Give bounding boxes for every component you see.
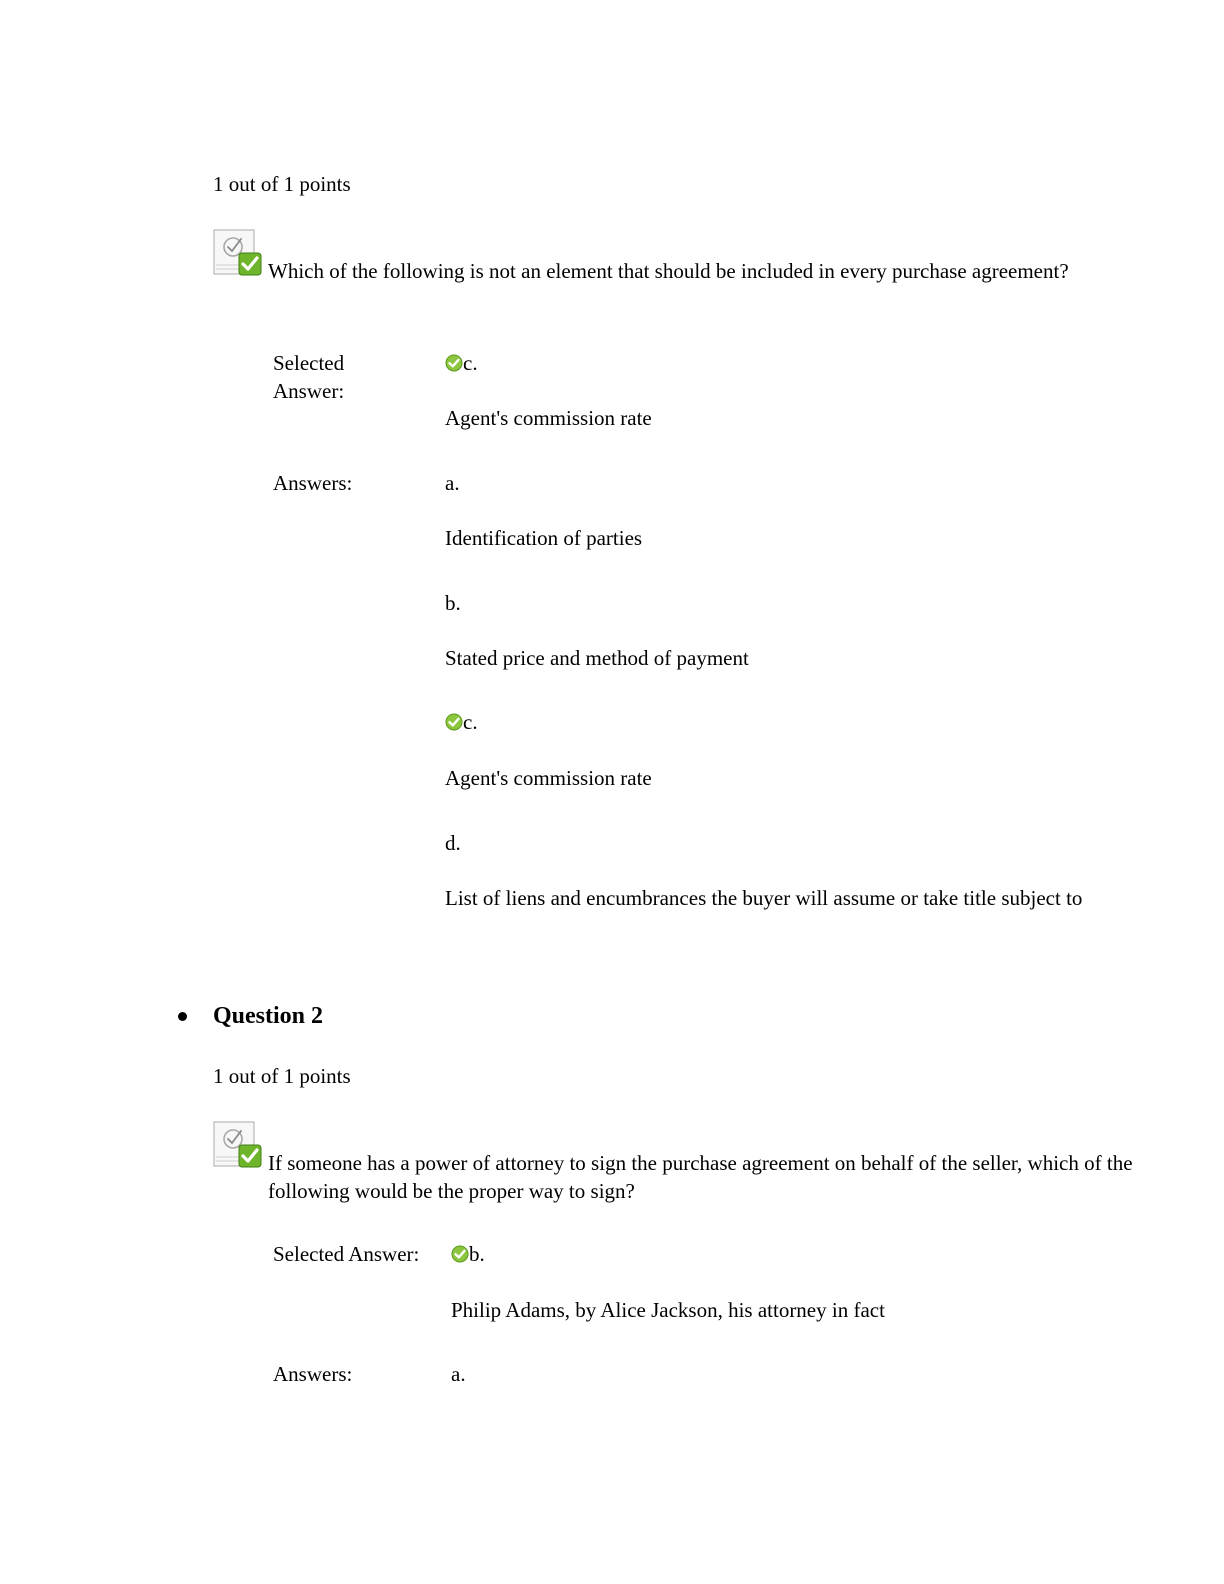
q1-answers-label: Answers:	[273, 471, 353, 495]
q1-answer-b-letter: b.	[445, 591, 461, 615]
check-circle-icon	[445, 354, 463, 372]
q1-answer-b-text: Stated price and method of payment	[445, 646, 749, 670]
q2-answer-a-letter: a.	[451, 1362, 466, 1386]
selected-label-line1: Selected	[273, 351, 345, 375]
q2-answers-label: Answers:	[273, 1362, 353, 1386]
q1-answer-c	[445, 708, 478, 736]
list-bullet	[178, 1012, 187, 1021]
q1-answer-d-letter: d.	[445, 831, 461, 855]
q2-selected-answer	[451, 1240, 485, 1268]
q2-selected-label: Selected Answer:	[273, 1242, 420, 1266]
q1-points: 1 out of 1 points	[213, 172, 351, 196]
q2-title: Question 2	[213, 1003, 324, 1029]
q1-answer-c-text: Agent's commission rate	[445, 766, 652, 790]
q1-answer-a-letter: a.	[445, 471, 460, 495]
q1-answer-c-letter: c.	[463, 710, 478, 734]
q1-prompt: Which of the following is not an element that should be included in every purchase agreement?	[268, 259, 1069, 283]
check-circle-icon	[445, 713, 463, 731]
q2-selected-text: Philip Adams, by Alice Jackson, his attorney in fact	[451, 1298, 885, 1322]
q1-answer-d-text: List of liens and encumbrances the buyer will assume or take title subject to	[445, 886, 1083, 910]
check-circle-icon	[451, 1245, 469, 1263]
q1-selected-text: Agent's commission rate	[445, 406, 652, 430]
q2-selected-letter: b.	[469, 1242, 485, 1266]
q1-selected-label	[273, 349, 344, 405]
q1-selected-answer	[445, 349, 478, 377]
selected-label-line2: Answer:	[273, 379, 345, 403]
graded-correct-icon	[213, 1121, 263, 1171]
q1-answer-a-text: Identification of parties	[445, 526, 643, 550]
q2-prompt: If someone has a power of attorney to sign the purchase agreement on behalf of the seller, which of the following would be the proper way to sign?	[268, 1151, 1133, 1203]
graded-correct-icon	[213, 229, 263, 279]
q2-points: 1 out of 1 points	[213, 1064, 351, 1088]
q1-selected-letter: c.	[463, 351, 478, 375]
